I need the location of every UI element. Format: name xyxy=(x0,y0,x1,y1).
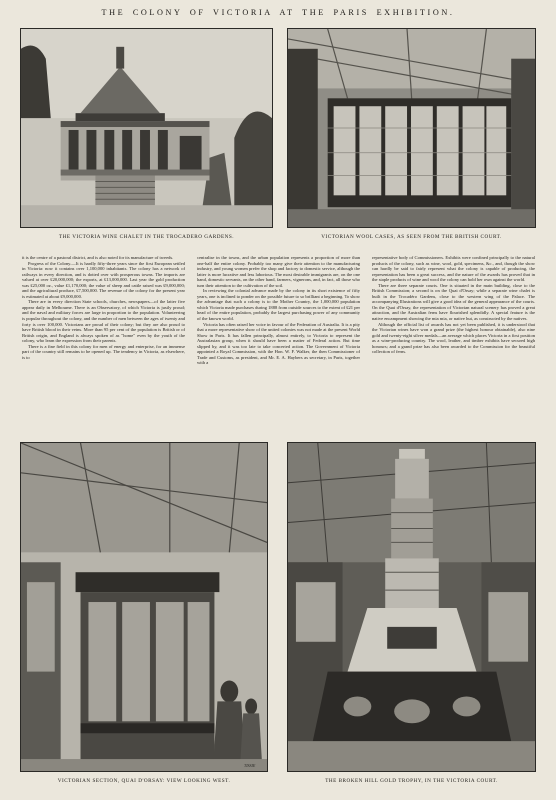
article-body xyxy=(22,255,535,435)
paragraph: Victoria has often raised her voice in favour of the Federation of Australia. It is a pity that a more representative show of the united colonies was not made at the present World Show in Paris. It has fallen principally, almost entirely, to Victoria to represent the Australasian group, when it should have been a matter of Federal action. But time slipped by, and it was too late to take concerted action. The Government of Victoria appointed a Royal Commission, with the Hon. W. F. Walker, the then Commissioner of Trade and Customs, as president, and Mr. E. A. Haybers as secretary, in Paris, together with a xyxy=(197,321,360,366)
illustration-wine-chalet xyxy=(20,28,273,228)
paragraph: representative body of Commissioners. Exhibits were confined principally to the natural products of the colony, such as wine, wool, gold, specimens, &c., and, though the show can hardly be said to fairly represent what the colony is capable of producing, the representation has been a great success, and the nature of the awards has proved that in the staple products of wine and wool the colony can hold her own against the world. xyxy=(372,255,535,283)
figure-caption: VICTORIAN SECTION, QUAI D'ORSAY: VIEW LOOKING WEST. xyxy=(57,778,231,784)
paragraph: In reviewing the colonial advance made by the colony in its short existence of fifty years, one is inclined to ponder on the possible future to so brilliant a beginning. To show the advantage that such a colony is to the Mother Country, the 1,000,000 population which Victoria made purchases during 1888 from outside sources to the extent of £21 per head of the entire population, probably the largest purchasing power of any community of the known world. xyxy=(197,288,360,322)
illustration-wool-cases xyxy=(287,28,536,228)
figure-caption: THE VICTORIA WINE CHALET IN THE TROCADERO GARDENS. xyxy=(58,234,235,240)
paragraph: Progress of the Colony.—It is hardly fifty-three years since the first European settled in Victoria: now it contains over 1,100,000 inhabitants. The colony has a network of railways in every direction, and is dotted over with prosperous towns. The imports are valued at over £20,000,000; the exports, at £13,000,000. Last year the gold production was £25,000 oz., value £1,170,000; the value of sheep and cattle raised was £9,000,000; and the agricultural produce, £7,500,000. The revenue of the colony for the present year is estimated at about £9,000,000. xyxy=(22,260,185,299)
article-column xyxy=(22,255,185,435)
article-column xyxy=(197,255,360,435)
paragraph: There are three separate courts. One is situated in the main building, close to the British Commission; a second is on the Quai d'Orsay; while a separate wine chalet is built in the Trocadéro Gardens, close to the western wing of the Palace. The accompanying Illustrations will give a good idea of the general appearance of the courts. On the Quai d'Orsay, the representation of Victorian natural scenery has proved a great attraction, and the Australian ferns have flourished splendidly. A special feature is the native encampment showing the mia mia, or native hut, as constructed by the natives. xyxy=(372,282,535,322)
article-column xyxy=(372,255,535,435)
paragraph: centralise in the towns, and the urban population represents a proportion of more than one-half the entire colony. Probably too many give their attention to the manufacturing industry, and young women prefer the shop and factory to domestic service, although the latter is more lucrative and less laborious. The most desirable immigrants are, on the one hand, domestic servants, on the other hand, farmers, vignerons, and, in fact, all those who turn their attention to the cultivation of the soil. xyxy=(197,255,360,288)
paragraph: Although the official list of awards has not yet been published, it is understood that the Victorian wines have won a grand prize (the highest honour obtainable), also nine gold and twenty-eight silver medals—an average which places Victoria in a first position as a wine-producing country. The wool, leather, and timber exhibits have secured high honours; and a grand prize has also been awarded to the Commission for the beautiful collection of ferns. xyxy=(372,321,535,355)
figure-caption: VICTORIAN WOOL CASES, AS SEEN FROM THE BRITISH COURT. xyxy=(321,234,502,240)
illustration-gold-trophy xyxy=(287,442,536,772)
artist-signature: TISSIE xyxy=(244,763,256,768)
paragraph: There are in every direction State schools, churches, newspapers—of the latter five appear daily in Melbourne. There is an Observatory, of which Victoria is justly proud; and the naval and military forces are large in proportion to the population. Volunteering is popular throughout the colony, and the number of men between the ages of twenty and forty is over 100,000. Victorians are proud of their colony; but they are also proud to have British blood in their veins. More than 95 per cent of the population is British or of British origin, and England is always spoken of as "home" even by the youth of the colony, who learn the expression from their parents. xyxy=(22,299,185,344)
paragraph: There is a fine field in this colony for men of energy and enterprise, for an immense part of the country still remains to be opened up. The tendency in Victoria, as elsewhere, is to xyxy=(22,343,185,360)
figure-caption: THE BROKEN HILL GOLD TROPHY, IN THE VICTORIA COURT. xyxy=(325,778,498,784)
paragraph: it is the centre of a pastoral district, and is also noted for its manufacture of tweeds. xyxy=(22,255,174,260)
illustration-quai-dorsay xyxy=(20,442,268,772)
page-title: THE COLONY OF VICTORIA AT THE PARIS EXHIBITION. xyxy=(101,8,455,17)
